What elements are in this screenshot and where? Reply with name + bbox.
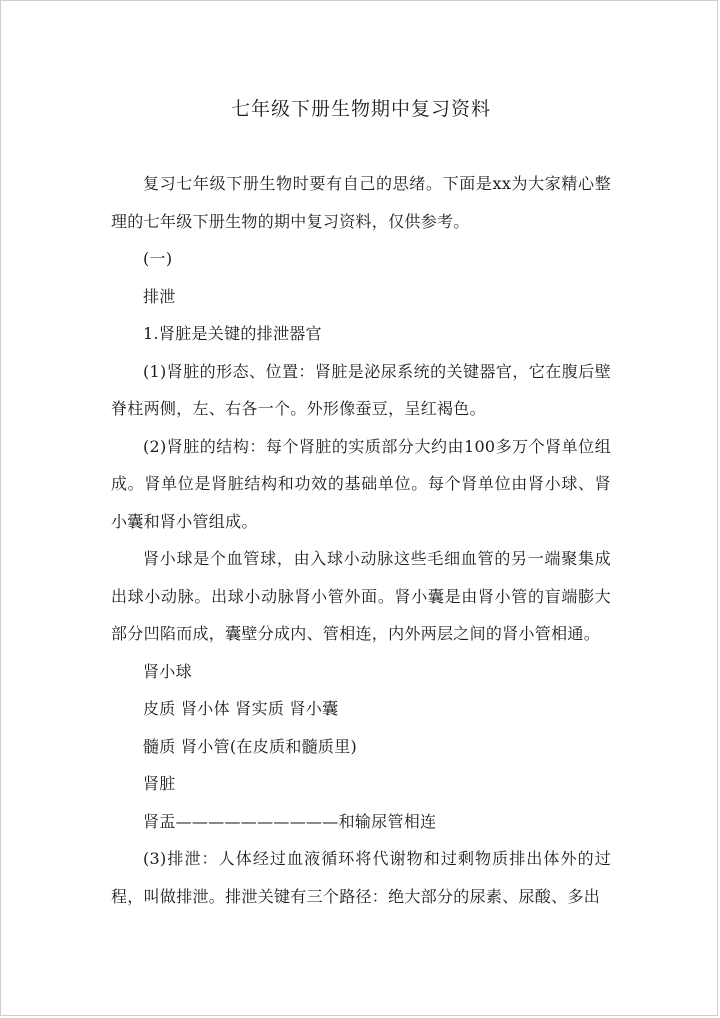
outline-line: 肾盂——————————和输尿管相连 (143, 811, 437, 831)
outline-line: 皮质 肾小体 肾实质 肾小囊 (143, 699, 339, 718)
section-number: (一) (143, 249, 173, 268)
paragraph-intro: 复习七年级下册生物时要有自己的思绪。下面是xx为大家精心整理的七年级下册生物的期中复习资料，仅供参考。 (111, 174, 611, 231)
paragraph-kidney-structure: (2)肾脏的结构：每个肾脏的实质部分大约由100多万个肾单位组成。肾单位是肾脏结构和功效的基础单位。每个肾单位由肾小球、肾小囊和肾小管组成。 (111, 436, 611, 531)
section-heading: 排泄 (143, 286, 176, 306)
outline-line: 肾小球 (143, 661, 192, 681)
subsection-heading: 1.肾脏是关键的排泄器官 (143, 324, 322, 343)
document-title: 七年级下册生物期中复习资料 (230, 98, 491, 120)
outline-line: 肾脏 (143, 774, 176, 793)
paragraph-excretion: (3)排泄：人体经过血液循环将代谢物和过剩物质排出体外的过程，叫做排泄。排泄关键有三个路径：绝大部分的尿素、尿酸、多出 (111, 849, 611, 906)
paragraph-kidney-shape: (1)肾脏的形态、位置：肾脏是泌尿系统的关键器官，它在腹后壁脊柱两侧，左、右各一个。外形像蚕豆，呈红褐色。 (111, 361, 611, 418)
document-body (111, 165, 611, 915)
outline-line: 髓质 肾小管(在皮质和髓质里) (143, 736, 358, 756)
paragraph-glomerulus: 肾小球是个血管球，由入球小动脉这些毛细血管的另一端聚集成出球小动脉。出球小动脉肾小管外面。肾小囊是由肾小管的盲端膨大部分凹陷而成，囊壁分成内、管相连，内外两层之间的肾小管相通。 (111, 549, 611, 643)
